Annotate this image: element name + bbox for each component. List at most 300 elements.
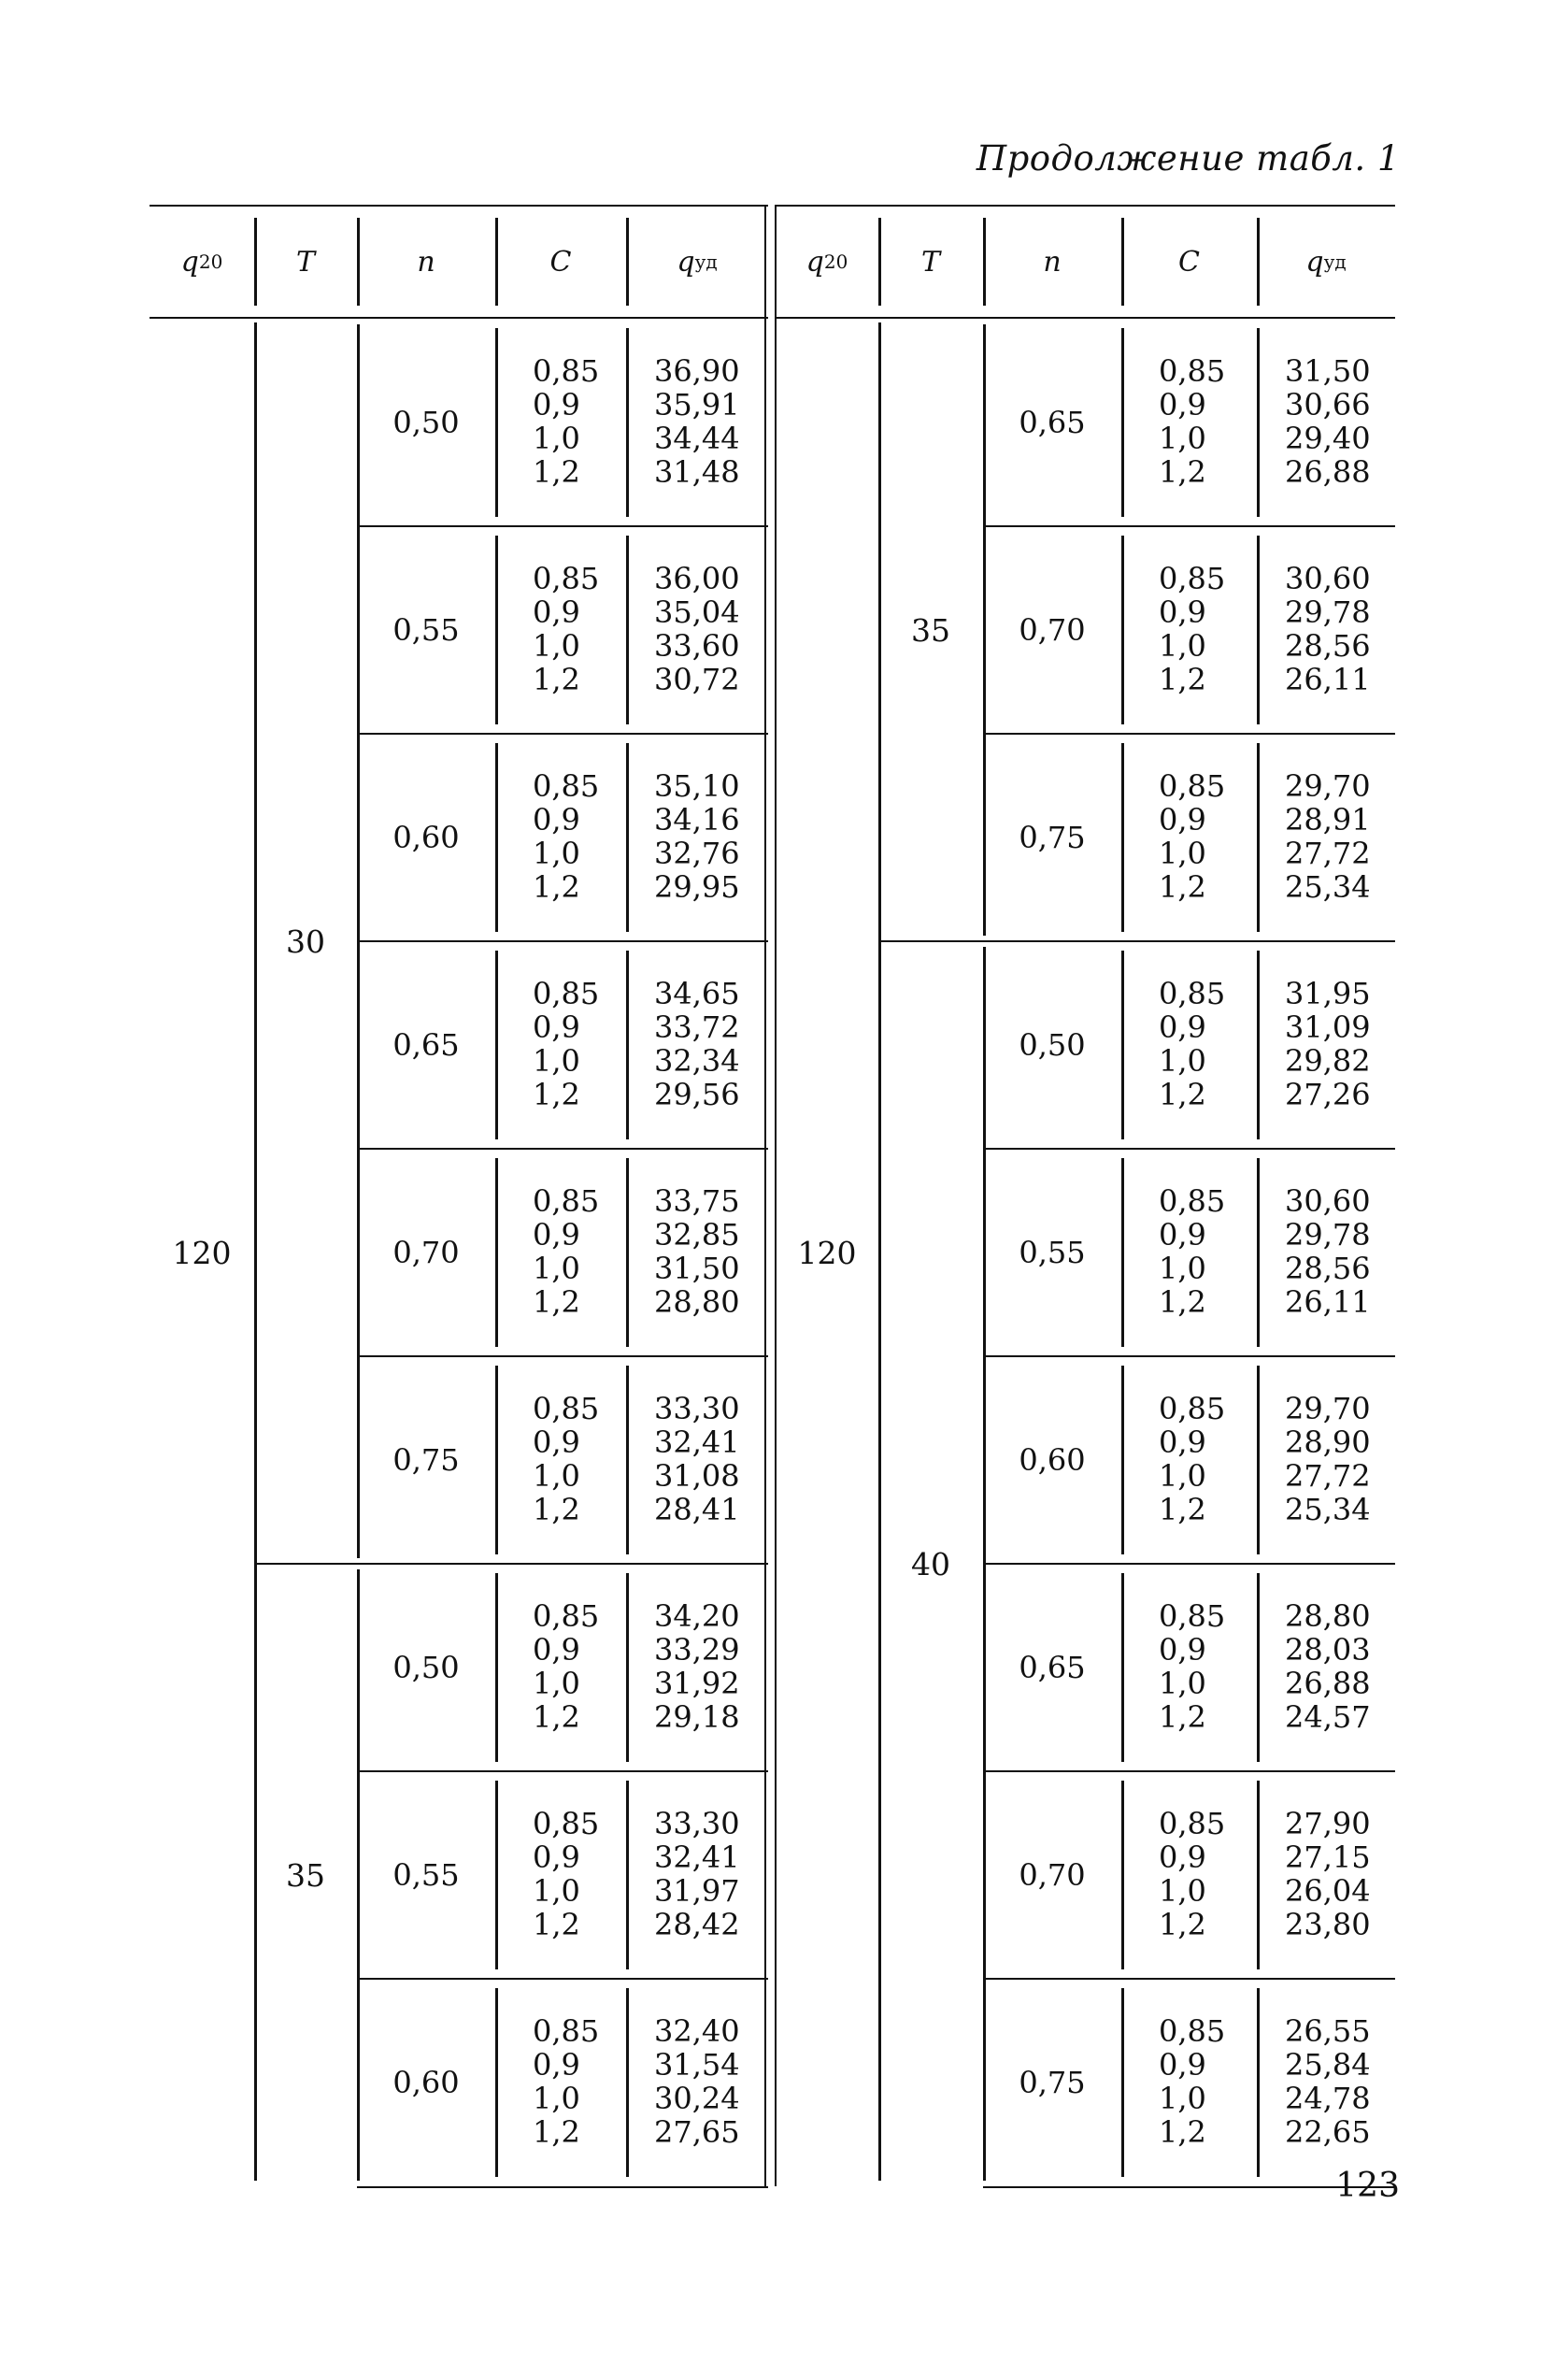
left-header-qud-label: q (677, 245, 695, 279)
right-qud-value: 27,72 (1285, 1458, 1371, 1494)
left-group-divider (495, 328, 498, 517)
left-c-value: 1,0 (533, 1458, 580, 1494)
left-header-c (495, 207, 626, 317)
right-value-group (776, 1356, 1395, 1564)
left-qud-values (654, 562, 740, 696)
right-group-divider (1121, 1366, 1124, 1554)
right-value-group (776, 1979, 1395, 2186)
left-c-value: 1,2 (533, 1284, 580, 1320)
right-c-values (1159, 977, 1225, 1111)
right-header-t (878, 207, 983, 317)
right-value-group (776, 319, 1395, 526)
right-n-value: 0,55 (1019, 1235, 1086, 1270)
right-header-c-label: C (1178, 245, 1200, 279)
right-qud-value: 27,26 (1285, 1077, 1371, 1112)
left-c-values (533, 1599, 599, 1734)
right-table-body (776, 319, 1395, 2186)
left-group-divider (626, 1158, 629, 1347)
left-c-value: 0,9 (533, 1424, 580, 1460)
right-qud-values (1285, 2014, 1371, 2149)
left-c-value: 0,85 (533, 353, 600, 389)
right-c-value: 1,0 (1159, 1043, 1206, 1079)
right-c-values (1159, 1807, 1225, 1941)
right-qud-values (1285, 562, 1371, 696)
left-qud-value: 27,65 (654, 2114, 740, 2150)
left-c-value: 1,0 (533, 1043, 580, 1079)
left-header-divider (626, 218, 629, 306)
right-header-q20 (776, 207, 878, 317)
left-value-group (150, 941, 768, 1149)
left-value-group (150, 1979, 768, 2186)
left-c-value: 1,0 (533, 836, 580, 871)
right-group-divider (1257, 1158, 1260, 1347)
right-c-value: 1,0 (1159, 836, 1206, 871)
right-qud-value: 29,70 (1285, 1391, 1371, 1426)
left-group-divider (626, 951, 629, 1139)
left-group-divider (626, 1781, 629, 1969)
left-c-value: 1,2 (533, 1077, 580, 1112)
left-header-row (150, 205, 768, 319)
left-c-value: 0,9 (533, 594, 580, 630)
right-c-value: 0,9 (1159, 1632, 1206, 1668)
left-c-value: 0,85 (533, 1183, 600, 1219)
left-qud-value: 34,65 (654, 976, 740, 1011)
right-qud-value: 29,40 (1285, 421, 1371, 456)
left-qud-value: 28,42 (654, 1907, 740, 1942)
right-qud-value: 31,09 (1285, 1009, 1371, 1045)
left-qud-values (654, 1807, 740, 1941)
right-group-divider (1257, 536, 1260, 724)
left-qud-value: 35,10 (654, 768, 740, 804)
left-qud-value: 29,56 (654, 1077, 740, 1112)
left-group-divider (495, 951, 498, 1139)
right-qud-value: 28,80 (1285, 1598, 1371, 1634)
left-header-qud-subscript: уд (694, 251, 718, 273)
left-c-values (533, 977, 599, 1111)
right-qud-value: 28,56 (1285, 1251, 1371, 1286)
right-qud-value: 30,60 (1285, 561, 1371, 596)
left-c-values (533, 2014, 599, 2149)
right-qud-value: 26,11 (1285, 662, 1371, 697)
right-qud-value: 23,80 (1285, 1907, 1371, 1942)
left-group-divider (626, 1988, 629, 2177)
right-header-divider (983, 218, 986, 306)
left-c-value: 1,2 (533, 454, 580, 490)
right-header-divider (1257, 218, 1260, 306)
right-group-divider (1257, 1988, 1260, 2177)
right-c-values (1159, 354, 1225, 489)
right-qud-value: 26,88 (1285, 454, 1371, 490)
right-header-n (983, 207, 1121, 317)
left-group-divider (495, 743, 498, 932)
left-c-value: 0,9 (533, 1632, 580, 1668)
right-c-value: 0,9 (1159, 1424, 1206, 1460)
right-value-group (776, 1771, 1395, 1979)
right-c-value: 1,0 (1159, 421, 1206, 456)
left-qud-values (654, 1599, 740, 1734)
right-qud-value: 25,84 (1285, 2047, 1371, 2083)
left-qud-value: 32,41 (654, 1839, 740, 1875)
right-qud-values (1285, 1807, 1371, 1941)
right-c-value: 0,9 (1159, 1217, 1206, 1253)
right-value-group (776, 1564, 1395, 1771)
left-qud-value: 33,29 (654, 1632, 740, 1668)
left-qud-value: 32,34 (654, 1043, 740, 1079)
left-qud-value: 31,92 (654, 1666, 740, 1701)
left-qud-value: 34,16 (654, 802, 740, 837)
right-header-divider (878, 218, 881, 306)
left-n-value: 0,75 (392, 1442, 460, 1478)
right-qud-value: 29,78 (1285, 594, 1371, 630)
left-group-divider (495, 1158, 498, 1347)
left-c-value: 0,85 (533, 768, 600, 804)
right-qud-value: 28,91 (1285, 802, 1371, 837)
left-group-divider (626, 328, 629, 517)
right-group-divider (1257, 1573, 1260, 1762)
left-qud-value: 30,72 (654, 662, 740, 697)
left-c-value: 0,9 (533, 2047, 580, 2083)
left-c-value: 0,9 (533, 1009, 580, 1045)
right-header-q20-label: q (805, 245, 824, 279)
left-c-values (533, 1392, 599, 1526)
left-header-divider (254, 218, 257, 306)
left-c-value: 1,2 (533, 869, 580, 905)
right-qud-value: 24,78 (1285, 2081, 1371, 2116)
right-qud-value: 29,70 (1285, 768, 1371, 804)
right-n-value: 0,70 (1019, 612, 1086, 648)
left-qud-value: 33,75 (654, 1183, 740, 1219)
left-qud-value: 33,60 (654, 628, 740, 664)
left-qud-value: 36,00 (654, 561, 740, 596)
left-c-value: 1,0 (533, 1251, 580, 1286)
left-qud-value: 28,80 (654, 1284, 740, 1320)
right-header-qud-subscript: уд (1323, 251, 1347, 273)
left-group-divider (626, 1366, 629, 1554)
right-qud-values (1285, 1184, 1371, 1319)
left-header-q20-label: q (180, 245, 199, 279)
right-c-value: 1,0 (1159, 628, 1206, 664)
right-qud-value: 30,66 (1285, 387, 1371, 422)
right-c-value: 1,2 (1159, 2114, 1206, 2150)
left-header-divider (495, 218, 498, 306)
left-c-value: 0,85 (533, 1806, 600, 1841)
right-c-value: 0,9 (1159, 1009, 1206, 1045)
right-c-values (1159, 2014, 1225, 2149)
right-group-divider (1121, 328, 1124, 517)
right-qud-value: 26,11 (1285, 1284, 1371, 1320)
right-value-group (776, 941, 1395, 1149)
right-c-value: 0,85 (1159, 353, 1226, 389)
right-qud-value: 28,90 (1285, 1424, 1371, 1460)
right-qud-values (1285, 1599, 1371, 1734)
left-header-divider (357, 218, 360, 306)
right-q20-value: 120 (797, 1234, 857, 1271)
right-qud-value: 29,82 (1285, 1043, 1371, 1079)
left-group-divider (626, 536, 629, 724)
left-qud-value: 35,04 (654, 594, 740, 630)
right-c-value: 1,0 (1159, 1873, 1206, 1909)
right-value-group (776, 1149, 1395, 1356)
right-header-t-label: T (920, 245, 940, 279)
right-group-divider (1257, 743, 1260, 932)
left-n-value: 0,50 (392, 1650, 460, 1685)
right-n-value: 0,65 (1019, 1650, 1086, 1685)
left-c-value: 1,0 (533, 1873, 580, 1909)
left-c-values (533, 354, 599, 489)
left-value-group (150, 734, 768, 941)
left-qud-value: 32,41 (654, 1424, 740, 1460)
right-c-value: 1,2 (1159, 454, 1206, 490)
left-qud-values (654, 2014, 740, 2149)
left-qud-value: 35,91 (654, 387, 740, 422)
left-table-block (150, 205, 768, 2186)
left-n-value: 0,55 (392, 1857, 460, 1893)
right-n-value: 0,50 (1019, 1027, 1086, 1063)
right-qud-value: 29,78 (1285, 1217, 1371, 1253)
right-c-value: 1,0 (1159, 1458, 1206, 1494)
left-header-q20 (150, 207, 254, 317)
left-c-value: 0,9 (533, 1839, 580, 1875)
left-group-divider (495, 1366, 498, 1554)
right-qud-values (1285, 977, 1371, 1111)
left-c-value: 1,2 (533, 662, 580, 697)
left-c-value: 1,2 (533, 2114, 580, 2150)
left-c-value: 1,0 (533, 2081, 580, 2116)
right-c-value: 0,9 (1159, 2047, 1206, 2083)
left-c-values (533, 562, 599, 696)
right-c-value: 0,85 (1159, 2013, 1226, 2049)
right-c-value: 1,2 (1159, 662, 1206, 697)
left-t-value: 35 (286, 1856, 325, 1894)
right-group-divider (1121, 743, 1124, 932)
right-c-value: 1,2 (1159, 869, 1206, 905)
left-n-value: 0,60 (392, 820, 460, 855)
right-qud-value: 22,65 (1285, 2114, 1371, 2150)
right-qud-value: 27,72 (1285, 836, 1371, 871)
left-q20-value: 120 (172, 1234, 232, 1271)
right-qud-value: 31,50 (1285, 353, 1371, 389)
left-n-value: 0,60 (392, 2065, 460, 2100)
right-qud-value: 28,56 (1285, 628, 1371, 664)
left-qud-values (654, 354, 740, 489)
right-header-q20-subscript: 20 (823, 251, 848, 273)
left-bottom-rule (357, 2186, 768, 2188)
right-c-value: 1,0 (1159, 1666, 1206, 1701)
right-header-qud (1257, 207, 1395, 317)
left-value-group (150, 1356, 768, 1564)
right-qud-value: 27,15 (1285, 1839, 1371, 1875)
left-group-divider (495, 1781, 498, 1969)
left-qud-value: 31,54 (654, 2047, 740, 2083)
right-c-values (1159, 1184, 1225, 1319)
right-value-group (776, 734, 1395, 941)
left-c-value: 0,9 (533, 802, 580, 837)
right-t-value: 40 (911, 1545, 950, 1582)
right-c-value: 0,85 (1159, 1598, 1226, 1634)
right-n-value: 0,60 (1019, 1442, 1086, 1478)
right-header-row (776, 205, 1395, 319)
right-c-value: 0,85 (1159, 561, 1226, 596)
left-qud-value: 33,30 (654, 1391, 740, 1426)
left-c-value: 0,85 (533, 976, 600, 1011)
left-qud-value: 31,97 (654, 1873, 740, 1909)
left-c-value: 1,0 (533, 421, 580, 456)
right-table-block (776, 205, 1395, 2186)
right-header-divider (1121, 218, 1124, 306)
right-qud-value: 26,55 (1285, 2013, 1371, 2049)
left-qud-value: 34,44 (654, 421, 740, 456)
right-c-value: 1,0 (1159, 2081, 1206, 2116)
left-qud-value: 28,41 (654, 1492, 740, 1527)
left-c-value: 0,85 (533, 1598, 600, 1634)
right-c-value: 1,0 (1159, 1251, 1206, 1286)
left-header-n (357, 207, 495, 317)
left-value-group (150, 1564, 768, 1771)
left-table-body (150, 319, 768, 2186)
left-value-group (150, 1149, 768, 1356)
left-qud-value: 29,18 (654, 1699, 740, 1735)
right-qud-value: 31,95 (1285, 976, 1371, 1011)
right-c-value: 0,85 (1159, 1391, 1226, 1426)
left-qud-values (654, 769, 740, 904)
right-c-value: 0,9 (1159, 1839, 1206, 1875)
right-qud-value: 25,34 (1285, 869, 1371, 905)
right-group-divider (1121, 1781, 1124, 1969)
right-qud-value: 28,03 (1285, 1632, 1371, 1668)
right-c-value: 0,85 (1159, 976, 1226, 1011)
left-header-n-label: n (417, 245, 435, 279)
left-group-divider (495, 1573, 498, 1762)
right-qud-values (1285, 769, 1371, 904)
right-c-value: 1,2 (1159, 1284, 1206, 1320)
right-group-divider (1121, 1988, 1124, 2177)
left-header-t (254, 207, 357, 317)
right-group-divider (1257, 951, 1260, 1139)
right-t-value: 35 (911, 611, 950, 649)
right-group-divider (1257, 328, 1260, 517)
right-header-n-label: n (1043, 245, 1062, 279)
left-c-values (533, 1184, 599, 1319)
right-qud-value: 25,34 (1285, 1492, 1371, 1527)
left-group-divider (495, 1988, 498, 2177)
right-c-value: 0,9 (1159, 387, 1206, 422)
left-header-t-label: T (295, 245, 315, 279)
left-qud-value: 34,20 (654, 1598, 740, 1634)
right-header-qud-label: q (1305, 245, 1324, 279)
right-c-value: 1,2 (1159, 1907, 1206, 1942)
left-qud-value: 31,48 (654, 454, 740, 490)
left-c-value: 0,9 (533, 1217, 580, 1253)
left-header-c-label: C (549, 245, 572, 279)
left-qud-values (654, 977, 740, 1111)
table-caption: Продолжение табл. 1 (976, 138, 1400, 179)
right-qud-value: 26,04 (1285, 1873, 1371, 1909)
right-group-divider (1121, 1158, 1124, 1347)
right-n-value: 0,75 (1019, 2065, 1086, 2100)
left-c-value: 1,0 (533, 1666, 580, 1701)
left-qud-values (654, 1184, 740, 1319)
left-c-value: 1,0 (533, 628, 580, 664)
right-group-divider (1121, 951, 1124, 1139)
left-qud-value: 32,85 (654, 1217, 740, 1253)
right-c-value: 0,85 (1159, 1806, 1226, 1841)
left-c-values (533, 769, 599, 904)
page-number: 123 (1335, 2167, 1400, 2205)
right-c-value: 0,85 (1159, 1183, 1226, 1219)
right-group-divider (1257, 1781, 1260, 1969)
left-n-value: 0,55 (392, 612, 460, 648)
left-qud-values (654, 1392, 740, 1526)
right-c-value: 0,9 (1159, 802, 1206, 837)
left-qud-value: 31,50 (654, 1251, 740, 1286)
right-group-divider (1121, 1573, 1124, 1762)
right-bottom-rule (983, 2186, 1395, 2188)
right-c-value: 0,9 (1159, 594, 1206, 630)
left-qud-value: 30,24 (654, 2081, 740, 2116)
left-group-divider (626, 743, 629, 932)
left-c-value: 0,85 (533, 561, 600, 596)
left-header-qud (626, 207, 768, 317)
left-c-value: 1,2 (533, 1492, 580, 1527)
left-c-values (533, 1807, 599, 1941)
left-n-value: 0,50 (392, 405, 460, 440)
right-c-value: 1,2 (1159, 1699, 1206, 1735)
right-c-values (1159, 1599, 1225, 1734)
left-c-value: 0,9 (533, 387, 580, 422)
right-header-c (1121, 207, 1257, 317)
right-c-value: 0,85 (1159, 768, 1226, 804)
left-c-value: 0,85 (533, 1391, 600, 1426)
left-header-q20-subscript: 20 (198, 251, 223, 273)
right-group-divider (1121, 536, 1124, 724)
right-qud-value: 27,90 (1285, 1806, 1371, 1841)
right-c-value: 1,2 (1159, 1077, 1206, 1112)
right-c-values (1159, 1392, 1225, 1526)
left-qud-value: 33,72 (654, 1009, 740, 1045)
left-qud-value: 36,90 (654, 353, 740, 389)
right-c-values (1159, 769, 1225, 904)
right-group-divider (1257, 1366, 1260, 1554)
right-n-value: 0,65 (1019, 405, 1086, 440)
right-n-value: 0,70 (1019, 1857, 1086, 1893)
left-group-divider (495, 536, 498, 724)
left-t-value: 30 (286, 923, 325, 960)
right-qud-values (1285, 1392, 1371, 1526)
left-n-value: 0,65 (392, 1027, 460, 1063)
left-c-value: 1,2 (533, 1699, 580, 1735)
left-qud-value: 33,30 (654, 1806, 740, 1841)
left-value-group (150, 319, 768, 526)
right-qud-value: 30,60 (1285, 1183, 1371, 1219)
right-c-value: 1,2 (1159, 1492, 1206, 1527)
left-group-divider (626, 1573, 629, 1762)
left-qud-value: 32,40 (654, 2013, 740, 2049)
right-qud-value: 24,57 (1285, 1699, 1371, 1735)
left-qud-value: 29,95 (654, 869, 740, 905)
left-value-group (150, 526, 768, 734)
right-value-group (776, 526, 1395, 734)
left-c-value: 1,2 (533, 1907, 580, 1942)
right-qud-values (1285, 354, 1371, 489)
right-c-values (1159, 562, 1225, 696)
right-qud-value: 26,88 (1285, 1666, 1371, 1701)
left-qud-value: 32,76 (654, 836, 740, 871)
left-qud-value: 31,08 (654, 1458, 740, 1494)
left-value-group (150, 1771, 768, 1979)
left-c-value: 0,85 (533, 2013, 600, 2049)
right-n-value: 0,75 (1019, 820, 1086, 855)
left-n-value: 0,70 (392, 1235, 460, 1270)
